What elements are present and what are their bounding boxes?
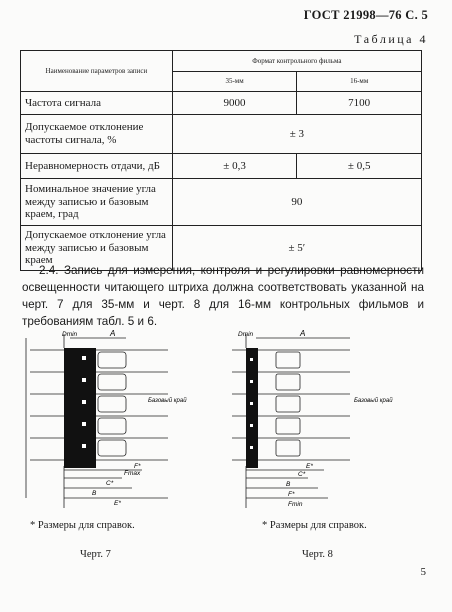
fig8-label-dmin: Dmin — [238, 331, 254, 338]
fig8-soundtrack-strip — [246, 348, 258, 468]
page-number: 5 — [420, 566, 426, 578]
cell-value: 90 — [172, 179, 421, 226]
table-row — [21, 115, 422, 154]
col-header-format: Формат контрольного фильма — [172, 51, 421, 72]
row-label: Номинальное значение угла между записью и базовым краем, град — [21, 179, 173, 226]
fig7-label-c: C* — [106, 480, 114, 487]
fig8-label-f: F* — [288, 491, 295, 498]
cell-value: ± 5′ — [172, 226, 421, 271]
fig7-caption: Черт. 7 — [80, 549, 111, 560]
row-label: Неравномерность отдачи, дБ — [21, 154, 173, 179]
fig8-frame — [276, 374, 300, 390]
fig8-label-c: C* — [298, 471, 306, 478]
table-row — [21, 179, 422, 226]
col-header-35mm: 35-мм — [172, 71, 297, 92]
col-header-param: Наименование параметров записи — [21, 51, 173, 92]
fig7-frame — [98, 374, 126, 390]
fig7-film-lines — [30, 350, 168, 460]
fig7-label-fmax: Fmax — [124, 470, 141, 477]
fig8-frame — [276, 396, 300, 412]
cell-value: ± 0,5 — [297, 154, 422, 179]
cell-value: 9000 — [172, 92, 297, 115]
fig7-note: * Размеры для справок. — [30, 520, 135, 531]
fig7-label-e: E* — [114, 500, 121, 507]
page-header: ГОСТ 21998—76 С. 5 — [303, 8, 428, 22]
table-caption: Таблица 4 — [354, 32, 428, 46]
fig7-label-base: Базовый край — [148, 398, 187, 404]
table-row — [21, 154, 422, 179]
fig8-note: * Размеры для справок. — [262, 520, 367, 531]
row-label: Допускаемое отклонение угла между записью и базовым краем — [21, 226, 173, 271]
parameters-table — [20, 50, 422, 271]
fig7-label-a: A — [110, 329, 116, 338]
fig8-label-b: B — [286, 481, 291, 488]
figure-8-diagram — [228, 328, 408, 518]
fig7-frame — [98, 418, 126, 434]
fig7-soundtrack-strip — [64, 348, 96, 468]
fig8-label-a: A — [300, 329, 306, 338]
fig8-frame — [276, 352, 300, 368]
fig7-frame — [98, 440, 126, 456]
row-label: Допускаемое отклонение частоты сигнала, % — [21, 115, 173, 154]
cell-value: ± 0,3 — [172, 154, 297, 179]
fig8-label-base: Базовый край — [354, 398, 393, 404]
col-header-16mm: 16-мм — [297, 71, 422, 92]
row-label: Частота сигнала — [21, 92, 173, 115]
fig8-frame — [276, 440, 300, 456]
fig8-caption: Черт. 8 — [302, 549, 333, 560]
fig8-frame — [276, 418, 300, 434]
fig7-label-dmin: Dmin — [62, 331, 78, 338]
fig7-label-b: B — [92, 490, 97, 497]
fig7-frame — [98, 396, 126, 412]
fig7-frame — [98, 352, 126, 368]
cell-value: ± 3 — [172, 115, 421, 154]
fig8-label-e1: E* — [306, 463, 313, 470]
paragraph-2-4: 2.4. Запись для измерения, контроля и регулировки равномерности освещенности читающего штриха должна соответствовать указанной на черт. 7 для 35-мм и черт. 8 для 16-мм контрольных фильмов и требованиям табл. 5 и 6. — [22, 264, 424, 328]
cell-value: 7100 — [297, 92, 422, 115]
table-header-row — [21, 51, 422, 72]
fig8-label-fmin: Fmin — [288, 501, 303, 508]
fig7-label-f: F* — [134, 463, 141, 470]
figure-7-diagram — [22, 328, 202, 518]
table-row — [21, 92, 422, 115]
